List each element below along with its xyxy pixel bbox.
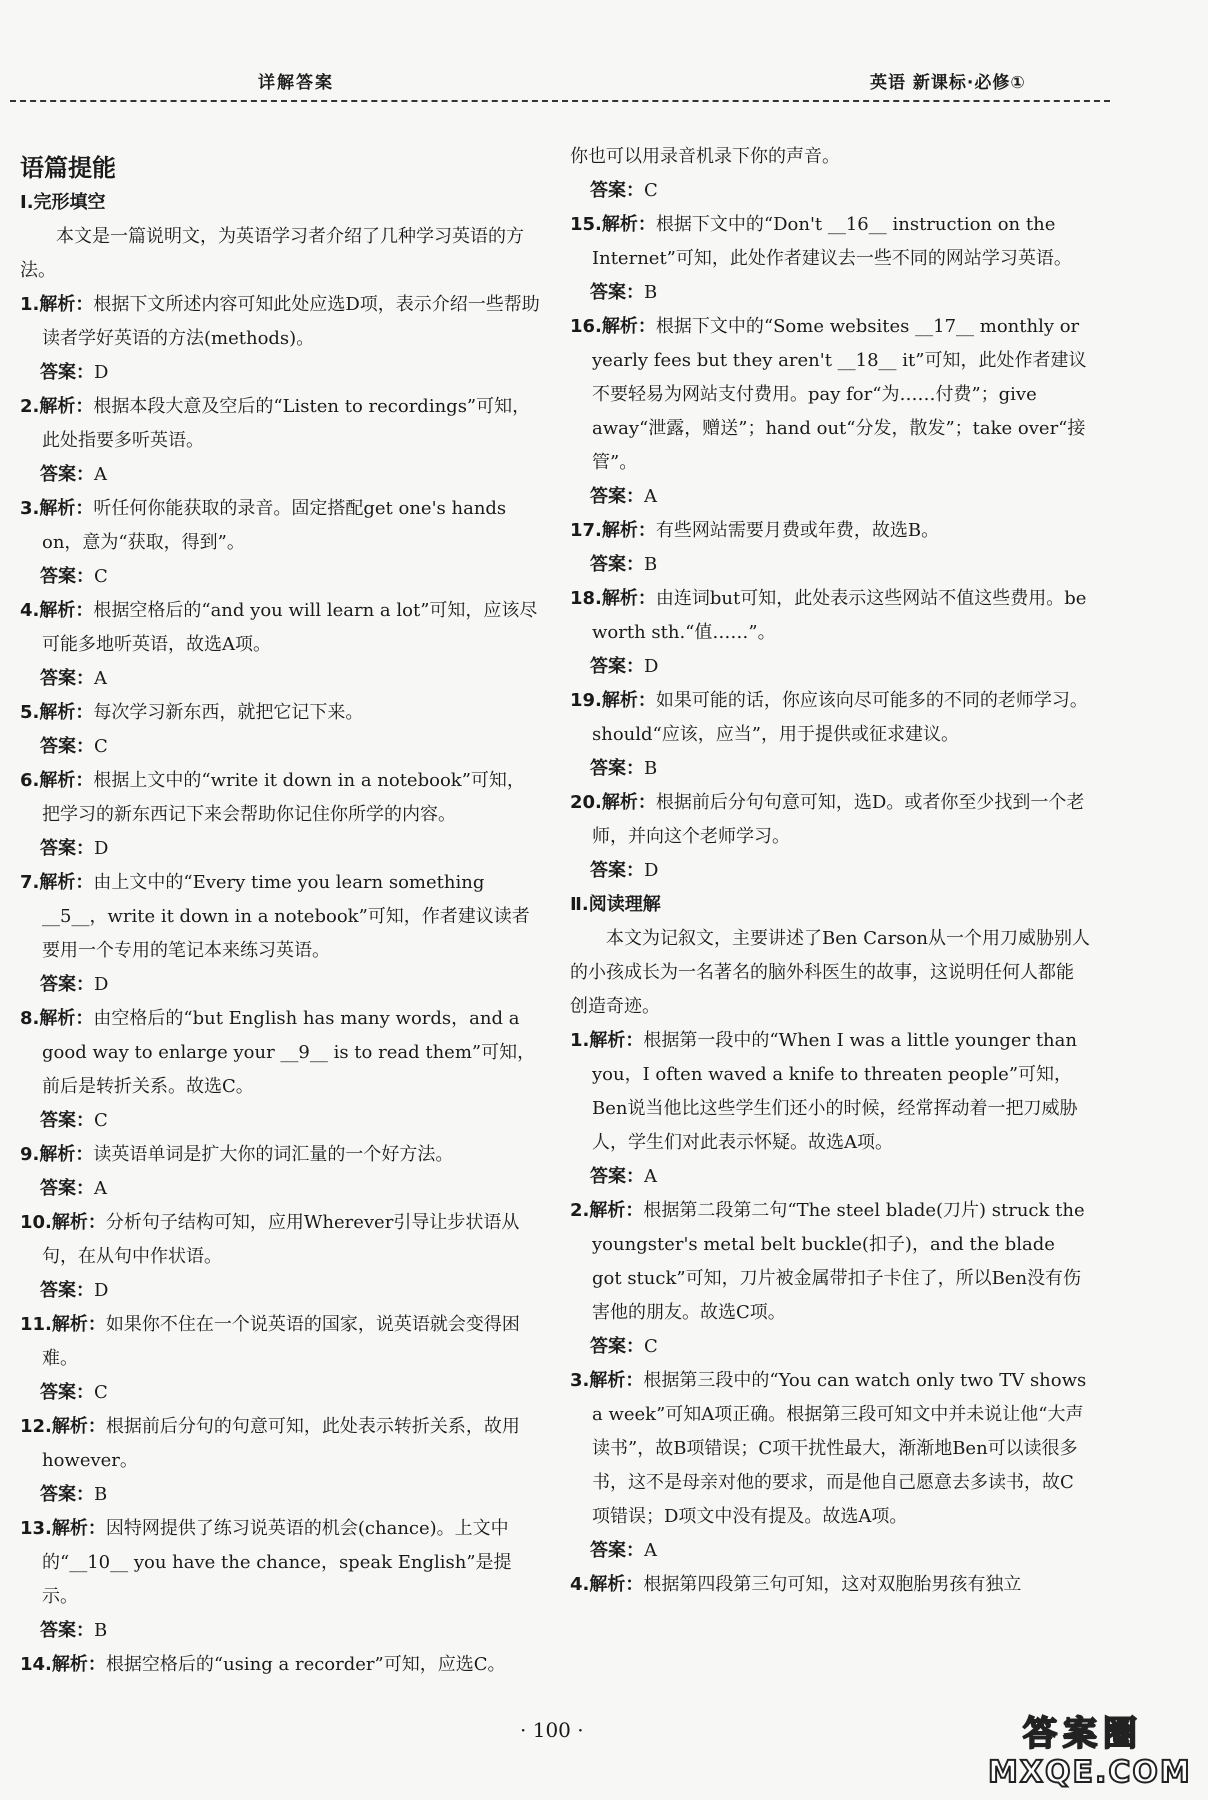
answer-line	[570, 854, 1090, 888]
page-header	[0, 60, 1208, 100]
answer-value: A	[644, 1166, 657, 1187]
answer-label: 答案：	[40, 668, 94, 689]
item-number: 4.解析：	[20, 600, 94, 621]
answer-label: 答案：	[40, 362, 94, 383]
item-number: 16.解析：	[570, 316, 656, 337]
item-text: 每次学习新东西，就把它记下来。	[93, 702, 364, 723]
explanation-item	[20, 1512, 540, 1614]
right-column	[570, 140, 1090, 1602]
answer-line	[20, 356, 540, 390]
answer-label: 答案：	[40, 1280, 94, 1301]
answer-value: C	[644, 180, 658, 201]
answer-line	[570, 548, 1090, 582]
answer-label: 答案：	[40, 1382, 94, 1403]
explanation-item	[20, 1308, 540, 1376]
item-text: 根据本段大意及空后的“Listen to recordings”可知，此处指要多听英语。	[42, 396, 531, 451]
item-number: 10.解析：	[20, 1212, 106, 1233]
section-heading: 语篇提能	[20, 154, 116, 182]
item-number: 1.解析：	[570, 1030, 644, 1051]
answer-line	[20, 1274, 540, 1308]
item-text: 如果你不住在一个说英语的国家，说英语就会变得困难。	[42, 1314, 520, 1369]
explanation-item	[570, 1364, 1090, 1534]
answer-line	[570, 276, 1090, 310]
explanation-item	[570, 310, 1090, 480]
answer-label: 答案：	[590, 282, 644, 303]
item-text: 根据下文中的“Some websites __17__ monthly or yearly fees but they aren't __18__ it”可知，此处作者建议不要轻易为网站支付费用。pay for“为……付费”；give away“泄露，赠送”；hand out“分发，散发”；take over“接管”。	[592, 316, 1087, 473]
item-number: 12.解析：	[20, 1416, 106, 1437]
item-number: 18.解析：	[570, 588, 656, 609]
answer-line	[20, 730, 540, 764]
item-number: 11.解析：	[20, 1314, 106, 1335]
explanation-item	[20, 696, 540, 730]
item-number: 6.解析：	[20, 770, 94, 791]
item-number: 7.解析：	[20, 872, 94, 893]
item-text: 读英语单词是扩大你的词汇量的一个好方法。	[93, 1144, 454, 1165]
item-number: 2.解析：	[570, 1200, 644, 1221]
answer-label: 答案：	[40, 838, 94, 859]
item-text: 根据第一段中的“When I was a little younger than you，I often waved a knife to threaten people”可知，Ben说当他比这些学生们还小的时候，经常挥动着一把刀威胁人，学生们对此表示怀疑。故选A项。	[592, 1030, 1078, 1153]
answer-label: 答案：	[590, 1166, 644, 1187]
answer-value: B	[644, 282, 658, 303]
answer-line	[570, 480, 1090, 514]
answer-label: 答案：	[590, 1336, 644, 1357]
explanation-item	[20, 594, 540, 662]
item-text: 由空格后的“but English has many words，and a good way to enlarge your __9__ is to read them”可知，前后是转折关系。故选C。	[42, 1008, 536, 1097]
answer-line	[20, 1376, 540, 1410]
explanation-item	[20, 1410, 540, 1478]
answer-line	[20, 560, 540, 594]
answer-label: 答案：	[40, 1178, 94, 1199]
header-divider	[10, 100, 1110, 102]
item-number: 13.解析：	[20, 1518, 106, 1539]
explanation-item	[20, 764, 540, 832]
answer-value: D	[94, 838, 109, 859]
subsection-heading: Ⅰ.完形填空	[20, 192, 106, 213]
item-text: 根据空格后的“using a recorder”可知，应选C。	[105, 1654, 506, 1675]
item-text: 有些网站需要月费或年费，故选B。	[655, 520, 940, 541]
explanation-item	[20, 1206, 540, 1274]
answer-line	[20, 1104, 540, 1138]
answer-value: D	[94, 974, 109, 995]
explanation-item	[20, 1138, 540, 1172]
explanation-item	[570, 582, 1090, 650]
watermark-bottom-text: MXQE.COM	[988, 1755, 1192, 1790]
answer-value: B	[644, 554, 658, 575]
subsection-heading: Ⅱ.阅读理解	[570, 894, 661, 915]
answer-label: 答案：	[590, 860, 644, 881]
answer-line	[570, 1330, 1090, 1364]
answer-value: D	[94, 1280, 109, 1301]
item-text: 根据下文中的“Don't __16__ instruction on the Internet”可知，此处作者建议去一些不同的网站学习英语。	[592, 214, 1072, 269]
answer-line	[570, 1534, 1090, 1568]
item-text: 根据下文所述内容可知此处应选D项，表示介绍一些帮助读者学好英语的方法(methods)。	[42, 294, 540, 349]
answer-line	[20, 1614, 540, 1648]
item-text: 根据第四段第三句可知，这对双胞胎男孩有独立	[643, 1574, 1022, 1595]
answer-label: 答案：	[40, 1620, 94, 1641]
answer-label: 答案：	[590, 656, 644, 677]
continued-text: 你也可以用录音机录下你的声音。	[570, 146, 840, 167]
explanation-item	[20, 866, 540, 968]
item-text: 因特网提供了练习说英语的机会(chance)。上文中的“__10__ you have the chance，speak English”是提示。	[42, 1518, 512, 1607]
answer-value: A	[644, 1540, 657, 1561]
answer-label: 答案：	[590, 554, 644, 575]
answer-line	[20, 458, 540, 492]
answer-value: C	[94, 736, 108, 757]
item-number: 20.解析：	[570, 792, 656, 813]
answer-line	[570, 174, 1090, 208]
item-number: 8.解析：	[20, 1008, 94, 1029]
answer-value: C	[94, 1110, 108, 1131]
answer-label: 答案：	[40, 974, 94, 995]
answer-value: D	[644, 860, 659, 881]
answer-line	[20, 1478, 540, 1512]
item-text: 根据第三段中的“You can watch only two TV shows a week”可知A项正确。根据第三段可知文中并未说让他“大声读书”，故B项错误；C项干扰性最大，渐渐地Ben可以读很多书，这不是母亲对他的要求，而是他自己愿意去多读书，故C项错误；D项文中没有提及。故选A项。	[592, 1370, 1087, 1527]
explanation-item	[20, 1002, 540, 1104]
answer-label: 答案：	[40, 1484, 94, 1505]
answer-line	[20, 1172, 540, 1206]
item-number: 17.解析：	[570, 520, 656, 541]
item-number: 19.解析：	[570, 690, 656, 711]
header-right-title: 英语 新课标·必修①	[870, 73, 1026, 93]
explanation-item	[570, 1568, 1090, 1602]
left-column	[20, 150, 540, 1682]
answer-value: C	[94, 1382, 108, 1403]
item-text: 根据前后分句句意可知，选D。或者你至少找到一个老师，并向这个老师学习。	[592, 792, 1085, 847]
item-number: 15.解析：	[570, 214, 656, 235]
answer-value: B	[94, 1620, 108, 1641]
answer-value: A	[94, 668, 107, 689]
intro-paragraph: 本文为记叙文，主要讲述了Ben Carson从一个用刀威胁别人的小孩成长为一名著名的脑外科医生的故事，这说明任何人都能创造奇迹。	[570, 928, 1090, 1017]
item-number: 5.解析：	[20, 702, 94, 723]
answer-line	[570, 752, 1090, 786]
answer-value: D	[94, 362, 109, 383]
answer-value: A	[94, 464, 107, 485]
answer-label: 答案：	[40, 736, 94, 757]
header-left-title: 详解答案	[258, 73, 334, 93]
answer-value: D	[644, 656, 659, 677]
explanation-item	[20, 390, 540, 458]
item-text: 由上文中的“Every time you learn something __5__，write it down in a notebook”可知，作者建议读者要用一个专用的笔记本来练习英语。	[42, 872, 530, 961]
item-text: 分析句子结构可知，应用Wherever引导让步状语从句，在从句中作状语。	[42, 1212, 520, 1267]
explanation-item	[570, 208, 1090, 276]
explanation-item	[20, 288, 540, 356]
answer-value: C	[644, 1336, 658, 1357]
answer-value: A	[94, 1178, 107, 1199]
explanation-item	[570, 514, 1090, 548]
answer-value: B	[644, 758, 658, 779]
explanation-item	[570, 1194, 1090, 1330]
item-number: 1.解析：	[20, 294, 94, 315]
explanation-item	[570, 684, 1090, 752]
intro-paragraph: 本文是一篇说明文，为英语学习者介绍了几种学习英语的方法。	[20, 226, 524, 281]
answer-line	[20, 662, 540, 696]
watermark-logo	[988, 1706, 1192, 1790]
item-number: 3.解析：	[570, 1370, 644, 1391]
item-number: 14.解析：	[20, 1654, 106, 1675]
answer-line	[20, 968, 540, 1002]
answer-label: 答案：	[40, 1110, 94, 1131]
watermark-top-text: 答案圈	[1023, 1714, 1143, 1754]
answer-value: C	[94, 566, 108, 587]
explanation-item	[570, 1024, 1090, 1160]
item-number: 9.解析：	[20, 1144, 94, 1165]
answer-label: 答案：	[590, 180, 644, 201]
item-text: 根据空格后的“and you will learn a lot”可知，应该尽可能多地听英语，故选A项。	[42, 600, 538, 655]
item-text: 如果可能的话，你应该向尽可能多的不同的老师学习。should“应该，应当”，用于提供或征求建议。	[592, 690, 1088, 745]
explanation-item	[570, 786, 1090, 854]
answer-value: A	[644, 486, 657, 507]
explanation-item	[20, 1648, 540, 1682]
answer-label: 答案：	[590, 1540, 644, 1561]
answer-line	[570, 1160, 1090, 1194]
answer-line	[570, 650, 1090, 684]
explanation-item	[20, 492, 540, 560]
item-number: 3.解析：	[20, 498, 94, 519]
item-text: 听任何你能获取的录音。固定搭配get one's hands on，意为“获取，得到”。	[42, 498, 507, 553]
answer-label: 答案：	[590, 758, 644, 779]
item-number: 2.解析：	[20, 396, 94, 417]
answer-line	[20, 832, 540, 866]
item-text: 由连词but可知，此处表示这些网站不值这些费用。be worth sth.“值……”。	[592, 588, 1087, 643]
answer-label: 答案：	[590, 486, 644, 507]
item-number: 4.解析：	[570, 1574, 644, 1595]
page-number: · 100 ·	[520, 1718, 584, 1742]
answer-label: 答案：	[40, 464, 94, 485]
item-text: 根据第二段第二句“The steel blade(刀片) struck the youngster's metal belt buckle(扣子)，and the blade got stuck”可知，刀片被金属带扣子卡住了，所以Ben没有伤害他的朋友。故选C项。	[592, 1200, 1085, 1323]
answer-value: B	[94, 1484, 108, 1505]
item-text: 根据前后分句的句意可知，此处表示转折关系，故用however。	[42, 1416, 520, 1471]
item-text: 根据上文中的“write it down in a notebook”可知，把学习的新东西记下来会帮助你记住你所学的内容。	[42, 770, 525, 825]
answer-label: 答案：	[40, 566, 94, 587]
